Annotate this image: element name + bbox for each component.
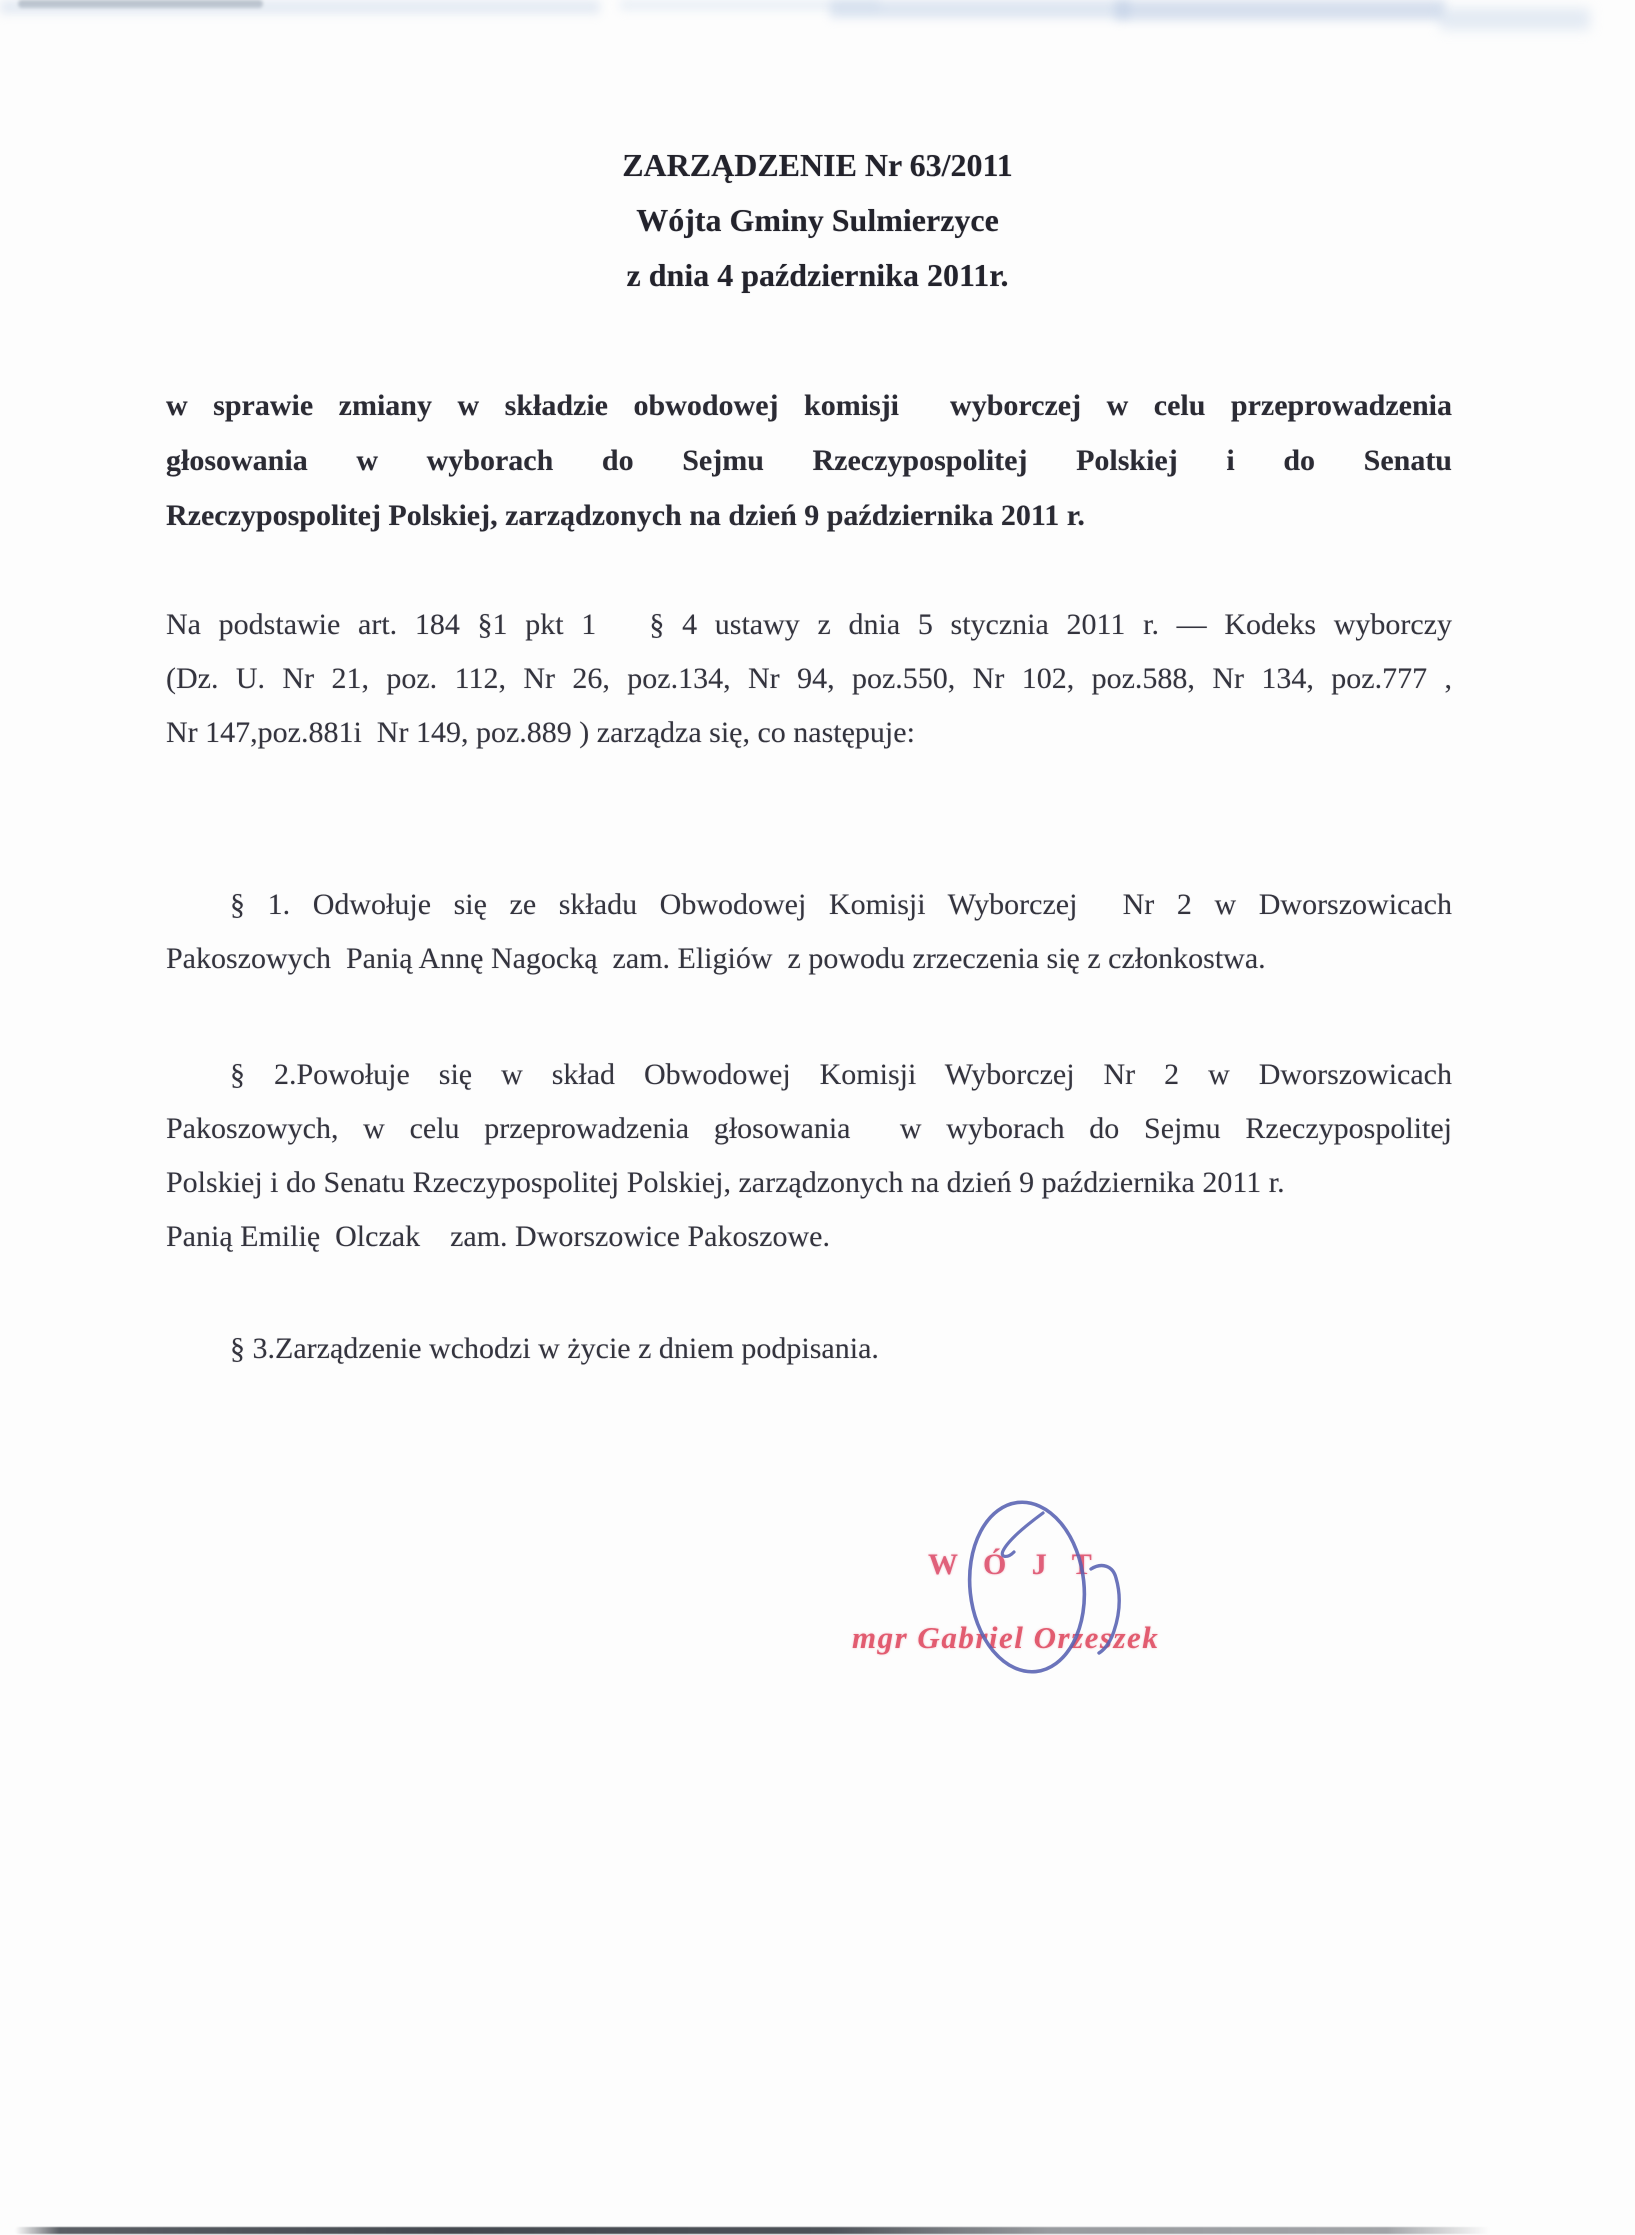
document-title	[0, 138, 1635, 303]
scan-artifact-top-haze	[0, 0, 600, 14]
text-line: Rzeczypospolitej Polskiej, zarządzonych na dzień 9 października 2011 r.	[166, 499, 1085, 532]
text-line: Pakoszowych Panią Annę Nagocką zam. Eligiów z powodu zrzeczenia się z członkostwa.	[166, 942, 1266, 975]
scan-artifact-top-haze	[1440, 8, 1590, 30]
pen-signature-scribble	[920, 1470, 1180, 1700]
text-line: głosowania w wyborach do Sejmu Rzeczypospolitej Polskiej i do Senatu	[166, 444, 1452, 477]
legal-basis-paragraph	[166, 598, 1452, 760]
subject-paragraph	[166, 378, 1452, 543]
text-line: Nr 147,poz.881i Nr 149, poz.889 ) zarządza się, co następuje:	[166, 716, 915, 749]
wojt-stamp-text: W Ó J T	[928, 1548, 1101, 1581]
text-line: § 3.Zarządzenie wchodzi w życie z dniem podpisania.	[230, 1332, 879, 1365]
text-line: Wójta Gminy Sulmierzyce	[636, 202, 999, 238]
paragraph-3	[166, 1322, 1452, 1376]
scan-artifact-top-haze	[620, 0, 880, 10]
text-line: Polskiej i do Senatu Rzeczypospolitej Polskiej, zarządzonych na dzień 9 października 2011 r.	[166, 1166, 1285, 1199]
text-line: z dnia 4 października 2011r.	[626, 257, 1009, 293]
scan-artifact-bottom-strip	[15, 2227, 1490, 2234]
text-line: Na podstawie art. 184 §1 pkt 1 § 4 ustawy z dnia 5 stycznia 2011 r. — Kodeks wyborczy	[166, 608, 1452, 641]
text-line: Pakoszowych, w celu przeprowadzenia głosowania w wyborach do Sejmu Rzeczypospolitej	[166, 1112, 1452, 1145]
text-line: w sprawie zmiany w składzie obwodowej komisji wyborczej w celu przeprowadzenia	[166, 389, 1452, 422]
text-line: § 2.Powołuje się w skład Obwodowej Komisji Wyborczej Nr 2 w Dworszowicach	[230, 1058, 1452, 1091]
paragraph-1	[166, 878, 1452, 986]
text-line: Panią Emilię Olczak zam. Dworszowice Pakoszowe.	[166, 1220, 830, 1253]
signer-stamp-text: mgr Gabriel Orzeszek	[852, 1620, 1160, 1655]
text-line: § 1. Odwołuje się ze składu Obwodowej Komisji Wyborczej Nr 2 w Dworszowicach	[230, 888, 1452, 921]
text-line: ZARZĄDZENIE Nr 63/2011	[622, 147, 1013, 183]
text-line: (Dz. U. Nr 21, poz. 112, Nr 26, poz.134, Nr 94, poz.550, Nr 102, poz.588, Nr 134, poz.777 ,	[166, 662, 1452, 695]
scan-artifact-top-haze	[830, 0, 1130, 18]
paragraph-2	[166, 1048, 1452, 1264]
scan-artifact-top-haze	[1115, 0, 1445, 20]
scan-artifact-top-left-smudge	[18, 0, 263, 8]
